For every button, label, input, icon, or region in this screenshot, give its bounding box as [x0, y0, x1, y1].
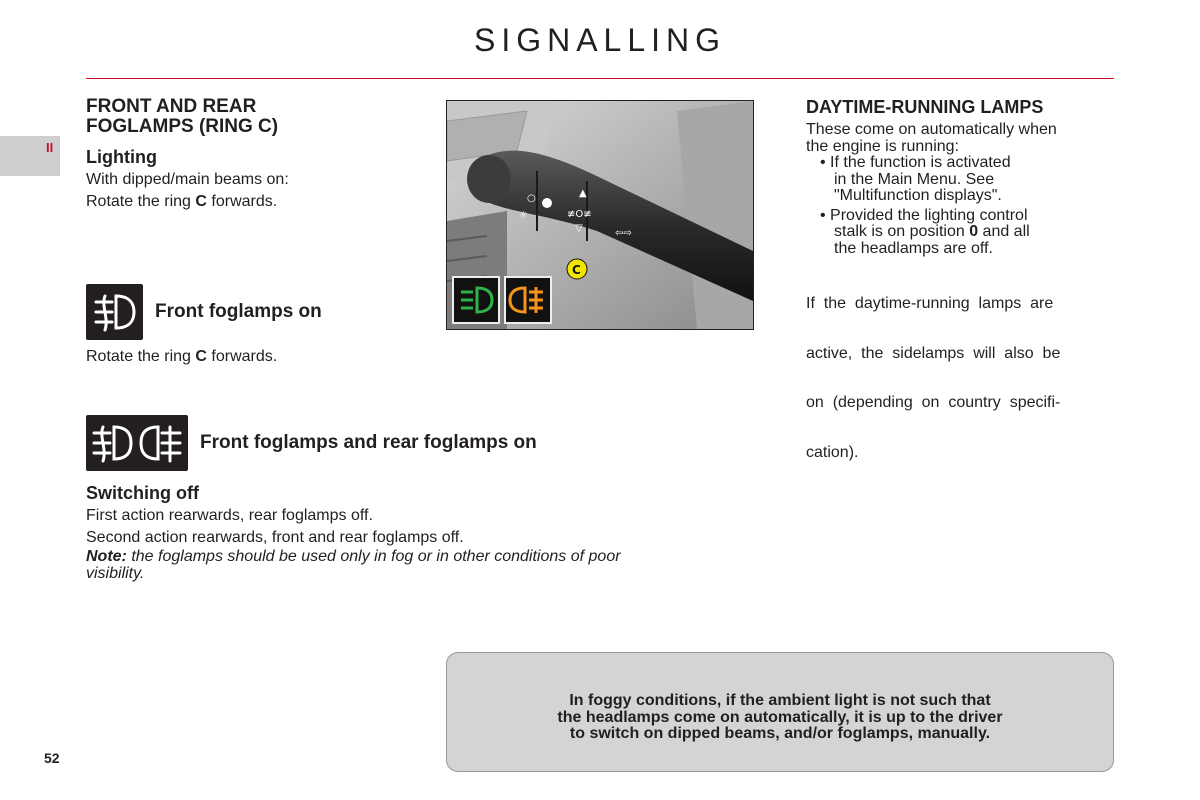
- bullet1-line1: If the function is activated: [830, 154, 1011, 171]
- rotate-prefix: Rotate the ring: [86, 348, 196, 365]
- front-foglamps-label: Front foglamps on: [155, 301, 322, 322]
- bullet-2: • Provided the lighting control stalk is on position 0 and all the headlamps are off.: [806, 208, 1116, 258]
- daytime-running-body: [806, 122, 1116, 494]
- rotate-suffix: forwards.: [206, 348, 278, 365]
- page-number: 52: [44, 750, 60, 766]
- bullet2-line2-c: and all: [978, 223, 1030, 240]
- bullet2-line2: [820, 224, 1116, 241]
- para-line2: active, the sidelamps will also be: [806, 344, 1061, 362]
- front-foglamp-icon: [86, 284, 143, 340]
- info-line2: the headlamps come on automatically, it is up to the driver: [557, 708, 1003, 726]
- svg-text:☼: ☼: [519, 210, 528, 221]
- info-box-text: [447, 693, 1113, 743]
- ring-letter: C: [195, 348, 207, 365]
- bullet2-line1: Provided the lighting control: [830, 206, 1028, 224]
- rotate-prefix: Rotate the ring: [86, 193, 196, 210]
- section-heading-line1: FRONT AND REAR: [86, 96, 257, 117]
- svg-text:▽: ▽: [575, 223, 583, 234]
- note-text-line2: visibility.: [86, 565, 145, 582]
- bullet1-line3: "Multifunction displays".: [834, 187, 1002, 204]
- switching-off-text-1: First action rearwards, rear foglamps off.: [86, 507, 373, 524]
- section-tab: [0, 136, 60, 176]
- note: [86, 548, 766, 582]
- section-heading: [86, 97, 278, 137]
- svg-text:○: ○: [527, 193, 536, 204]
- switching-off-heading: Switching off: [86, 483, 199, 503]
- lighting-text: With dipped/main beams on:: [86, 171, 289, 188]
- sidelamps-paragraph: [806, 263, 1116, 494]
- intro-line1: These come on automatically when: [806, 121, 1057, 138]
- ring-c-label: C: [572, 263, 581, 277]
- intro-line2: the engine is running:: [806, 137, 959, 155]
- note-text-line1: the foglamps should be used only in fog or in other conditions of poor: [126, 548, 621, 565]
- foggy-conditions-info-box: [446, 652, 1114, 772]
- front-rear-foglamps-label: Front foglamps and rear foglamps on: [200, 432, 537, 453]
- rotate-suffix: forwards.: [206, 193, 278, 210]
- section-heading-line2: FOGLAMPS (RING C): [86, 116, 279, 137]
- para-line1: If the daytime-running lamps are: [806, 295, 1054, 312]
- lighting-stalk-photo: [446, 100, 754, 330]
- ring-letter: C: [195, 193, 207, 210]
- section-tab-label: II: [46, 140, 54, 155]
- bullet2-line3: the headlamps are off.: [834, 239, 993, 257]
- bullet2-line2-a: stalk is on position: [834, 223, 970, 240]
- rotate-instruction-2: [86, 346, 277, 368]
- para-line4: cation).: [806, 443, 859, 461]
- bullet-1: • If the function is activated in the Main Menu. See "Multifunction displays".: [806, 155, 1116, 205]
- svg-text:≢O≢: ≢O≢: [567, 209, 592, 220]
- bullet1-line2: in the Main Menu. See: [834, 170, 995, 188]
- daytime-running-heading: DAYTIME-RUNNING LAMPS: [806, 97, 1044, 117]
- title-divider: [86, 78, 1114, 79]
- info-line1: In foggy conditions, if the ambient light is not such that: [569, 692, 991, 709]
- position-zero: 0: [969, 223, 979, 240]
- note-label: Note:: [86, 548, 127, 565]
- info-line3: to switch on dipped beams, and/or foglamps, manually.: [569, 725, 991, 742]
- page-title: SIGNALLING: [473, 22, 727, 58]
- rotate-instruction-1: [86, 191, 277, 213]
- svg-text:⇦⇨: ⇦⇨: [615, 228, 632, 239]
- lighting-heading: Lighting: [86, 147, 157, 167]
- switching-off-text-2: Second action rearwards, front and rear foglamps off.: [86, 529, 464, 546]
- front-rear-foglamp-icon: [86, 415, 188, 471]
- para-line3: on (depending on country specifi-: [806, 394, 1061, 411]
- svg-text:▲: ▲: [579, 188, 587, 199]
